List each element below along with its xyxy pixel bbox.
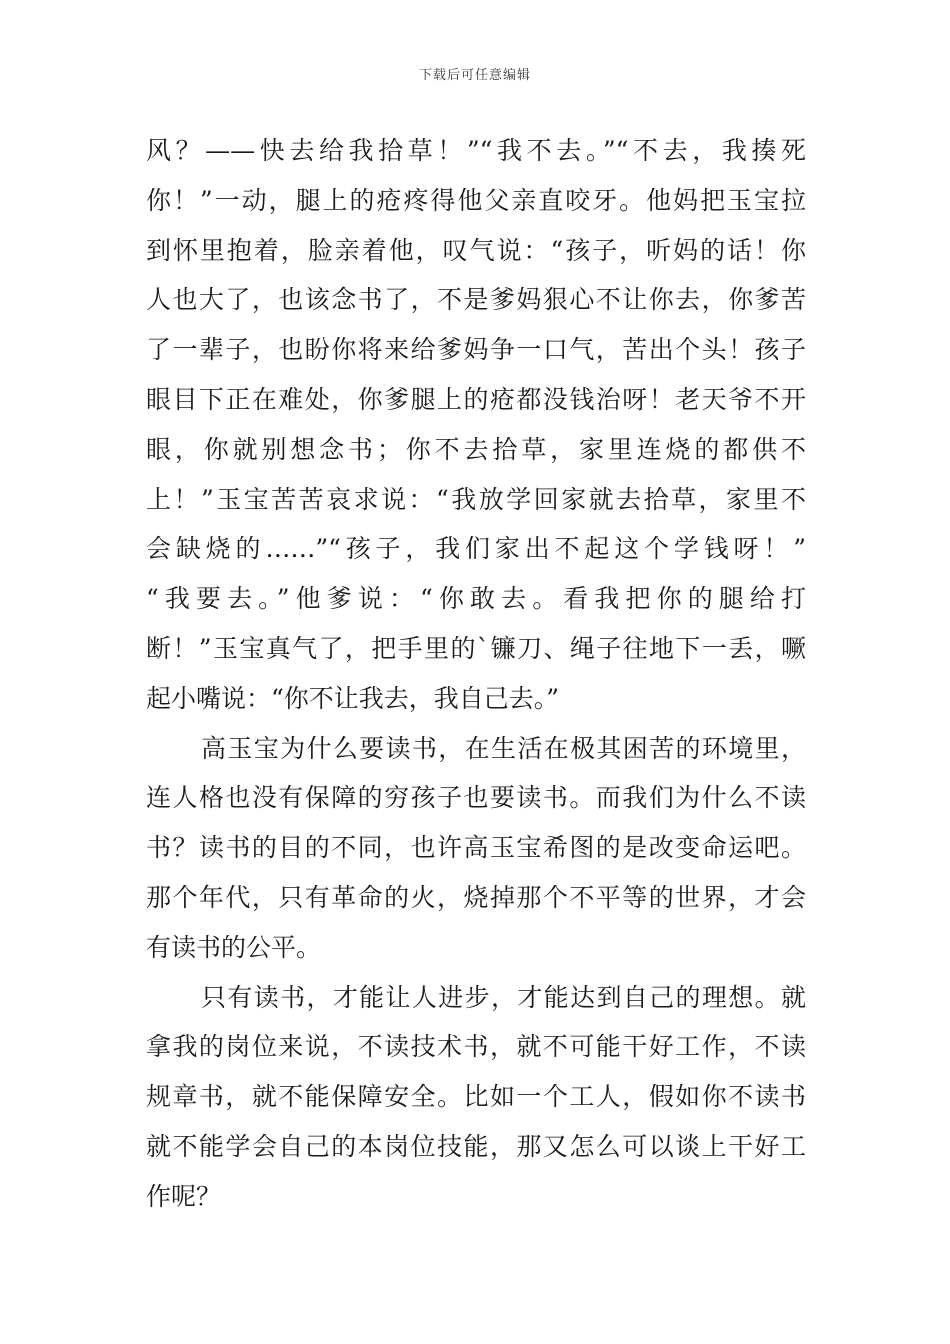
text-line: 断！”玉宝真气了，把手里的`镰刀、绳子往地下一丢，噘	[146, 633, 806, 663]
text-line: 作呢？	[146, 1181, 222, 1211]
paragraph	[146, 973, 806, 1222]
text-line: 拿我的岗位来说，不读技术书，就不可能干好工作，不读	[146, 1032, 806, 1062]
text-line: 书？读书的目的不同，也许高玉宝希图的是改变命运吧。	[146, 833, 806, 863]
text-line: 眼目下正在难处，你爹腿上的疮都没钱治呀！老天爷不开	[146, 384, 806, 414]
text-line: 风？——快去给我拾草！”“我不去。”“不去，我揍死	[146, 136, 806, 165]
text-line: 有读书的公平。	[146, 932, 322, 962]
text-line: 高玉宝为什么要读书，在生活在极其困苦的环境里，	[201, 733, 806, 763]
text-line: 到怀里抱着，脸亲着他，叹气说：“孩子，听妈的话！你	[146, 235, 806, 265]
text-line: 连人格也没有保障的穷孩子也要读书。而我们为什么不读	[146, 783, 806, 813]
text-line: 会缺烧的……”“孩子，我们家出不起这个学钱呀！”	[146, 534, 806, 564]
text-line: 了一辈子，也盼你将来给爹妈争一口气，苦出个头！孩子	[146, 335, 806, 365]
text-line: 眼，你就别想念书；你不去拾草，家里连烧的都供不	[146, 434, 806, 464]
text-line: 只有读书，才能让人进步，才能达到自己的理想。就	[201, 982, 806, 1012]
text-line: 你！”一动，腿上的疮疼得他父亲直咬牙。他妈把玉宝拉	[146, 185, 806, 215]
document-body	[146, 126, 806, 1222]
text-line: 起小嘴说：“你不让我去，我自己去。”	[146, 683, 560, 713]
text-line: 上！”玉宝苦苦哀求说：“我放学回家就去拾草，家里不	[146, 484, 806, 514]
text-line: 那个年代，只有革命的火，烧掉那个不平等的世界，才会	[146, 882, 806, 912]
text-line: 就不能学会自己的本岗位技能，那又怎么可以谈上干好工	[146, 1131, 806, 1161]
page-header: 下载后可任意编辑	[418, 68, 531, 83]
text-line: 人也大了，也该念书了，不是爹妈狠心不让你去，你爹苦	[146, 285, 806, 315]
text-line: 规章书，就不能保障安全。比如一个工人，假如你不读书	[146, 1082, 806, 1112]
paragraph	[146, 724, 806, 973]
paragraph	[146, 126, 806, 724]
text-line: “我要去。”他爹说：“你敢去。看我把你的腿给打	[146, 584, 806, 614]
